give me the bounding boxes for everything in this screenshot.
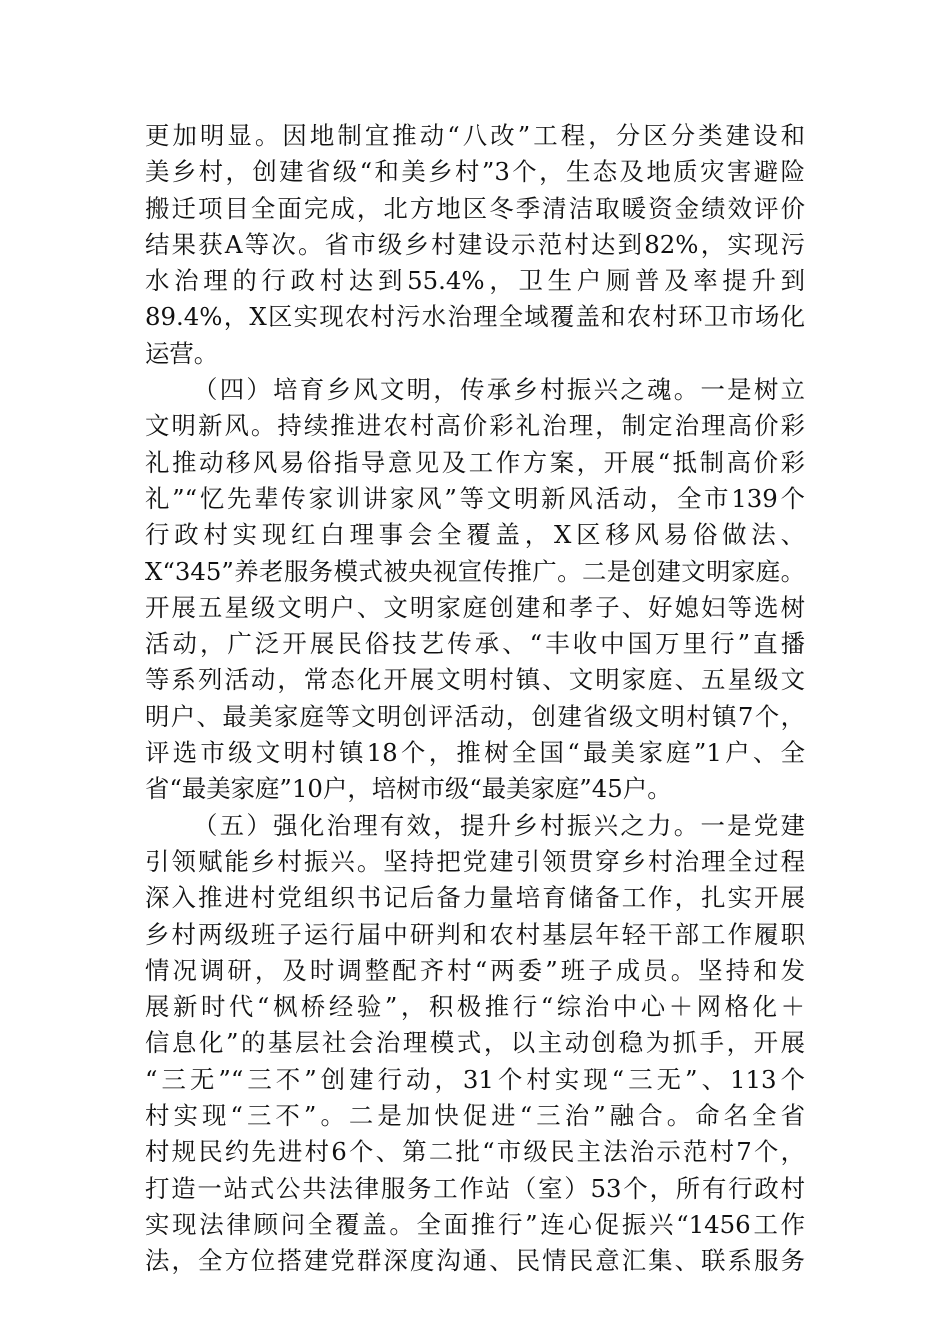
text-line: 水治理的行政村达到55.4%，卫生户厕普及率提升到 xyxy=(145,266,805,296)
text-line: 搬迁项目全面完成，北方地区冬季清洁取暖资金绩效评价 xyxy=(145,193,805,223)
text-line: 展新时代“枫桥经验”，积极推行“综治中心＋网格化＋ xyxy=(145,992,805,1022)
text-line: 运营。 xyxy=(145,338,219,368)
text-line: 情况调研，及时调整配齐村“两委”班子成员。坚持和发 xyxy=(145,955,805,985)
text-line: 等系列活动，常态化开展文明村镇、文明家庭、五星级文 xyxy=(145,665,805,695)
text-line: “三无”“三不”创建行动，31个村实现“三无”、113个 xyxy=(145,1064,805,1094)
document-page xyxy=(145,118,805,1280)
text-line: 礼”“忆先辈传家训讲家风”等文明新风活动，全市139个 xyxy=(145,483,805,513)
text-line: 开展五星级文明户、文明家庭创建和孝子、好媳妇等选树 xyxy=(145,592,805,622)
text-line: 89.4%，X区实现农村污水治理全域覆盖和农村环卫市场化 xyxy=(145,302,805,332)
text-line: 行政村实现红白理事会全覆盖，X区移风易俗做法、 xyxy=(145,520,805,550)
text-line: 打造一站式公共法律服务工作站（室）53个，所有行政村 xyxy=(145,1173,805,1203)
text-line: 省“最美家庭”10户，培树市级“最美家庭”45户。 xyxy=(145,774,672,804)
paragraph-governance xyxy=(145,808,805,1280)
text-line: 礼推动移风易俗指导意见及工作方案，开展“抵制高价彩 xyxy=(145,447,805,477)
text-line: 结果获A等次。省市级乡村建设示范村达到82%，实现污 xyxy=(145,229,805,259)
text-line: 更加明显。因地制宜推动“八改”工程，分区分类建设和 xyxy=(145,121,805,150)
text-line-heading: （五）强化治理有效，提升乡村振兴之力。一是党建 xyxy=(193,810,805,840)
text-line: X“345”养老服务模式被央视宣传推广。二是创建文明家庭。 xyxy=(145,556,805,586)
text-line: 村规民约先进村6个、第二批“市级民主法治示范村7个， xyxy=(145,1137,805,1167)
text-line: 信息化”的基层社会治理模式，以主动创稳为抓手，开展 xyxy=(145,1028,805,1058)
text-line: 深入推进村党组织书记后备力量培育储备工作，扎实开展 xyxy=(145,883,805,913)
text-line: 美乡村，创建省级“和美乡村”3个，生态及地质灾害避险 xyxy=(145,157,805,187)
text-line: 明户、最美家庭等文明创评活动，创建省级文明村镇7个， xyxy=(145,701,805,731)
text-line: 实现法律顾问全覆盖。全面推行”连心促振兴“1456工作 xyxy=(145,1209,805,1239)
text-line: 活动，广泛开展民俗技艺传承、“丰收中国万里行”直播 xyxy=(145,629,805,659)
text-line: 评选市级文明村镇18个，推树全国“最美家庭”1户、全 xyxy=(145,738,805,768)
text-line: 乡村两级班子运行届中研判和农村基层年轻干部工作履职 xyxy=(145,919,805,949)
text-line: 村实现“三不”。二是加快促进“三治”融合。命名全省 xyxy=(145,1101,805,1131)
text-line: 文明新风。持续推进农村高价彩礼治理，制定治理高价彩 xyxy=(145,411,805,441)
text-line: 法，全方位搭建党群深度沟通、民情民意汇集、联系服务 xyxy=(145,1246,805,1276)
text-line: 引领赋能乡村振兴。坚持把党建引领贯穿乡村治理全过程 xyxy=(145,846,805,876)
text-line-heading: （四）培育乡风文明，传承乡村振兴之魂。一是树立 xyxy=(193,375,805,405)
paragraph-rural-construction xyxy=(145,118,805,372)
paragraph-civilization xyxy=(145,372,805,808)
